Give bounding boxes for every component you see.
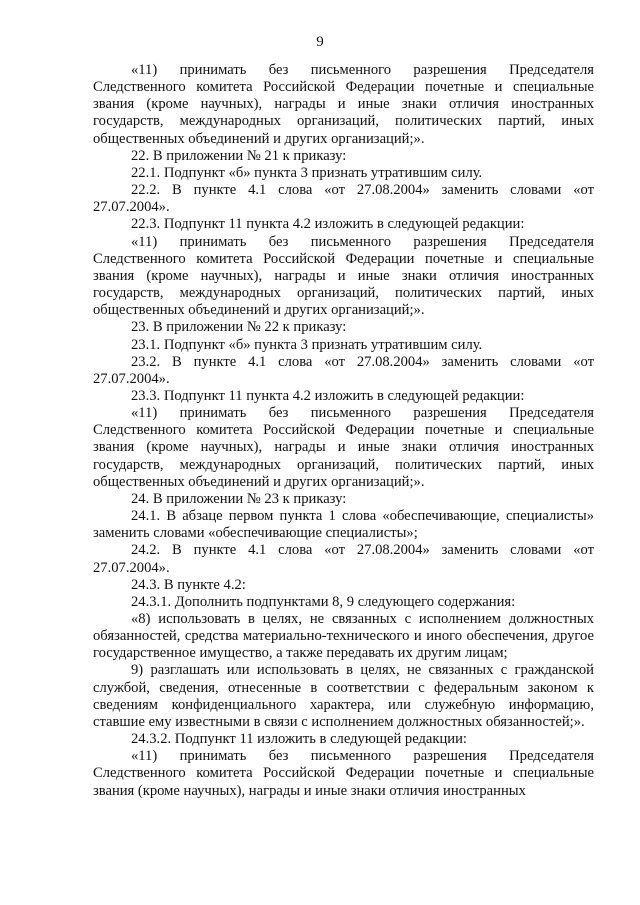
paragraph: «11) принимать без письменного разрешения Председателя Следственного комитета Российской Федерации почетные и специальные звания (кроме научных), награды и иные знаки отличия иностранных (93, 748, 594, 799)
paragraph: 24.2. В пункте 4.1 слова «от 27.08.2004» заменить словами «от 27.07.2004». (93, 542, 594, 576)
paragraph: 24.1. В абзаце первом пункта 1 слова «обеспечивающие, специалисты» заменить словами «обеспечивающие специалисты»; (93, 508, 594, 542)
paragraph: 22. В приложении № 21 к приказу: (131, 147, 347, 164)
paragraph: 24.3.1. Дополнить подпунктами 8, 9 следующего содержания: (131, 593, 516, 610)
paragraph: 23.2. В пункте 4.1 слова «от 27.08.2004» заменить словами «от 27.07.2004». (93, 353, 594, 387)
paragraph: 9) разглашать или использовать в целях, не связанных с гражданской службой, сведения, отнесенные в соответствии с федеральным законом к сведениям конфиденциального характера, или служебную информацию, ставшие ему известными в связи с исполнением должностных обязанностей;». (93, 662, 594, 730)
paragraph: 22.1. Подпункт «б» пункта 3 признать утратившим силу. (131, 164, 483, 181)
paragraph: 23. В приложении № 22 к приказу: (131, 319, 347, 336)
paragraph: «11) принимать без письменного разрешения Председателя Следственного комитета Российской Федерации почетные и специальные звания (кроме научных), награды и иные знаки отличия иностранных государств, международных организаций, политических партий, иных общественных объединений и других организаций;». (93, 233, 594, 319)
page-number: 9 (316, 34, 324, 50)
paragraph: 22.2. В пункте 4.1 слова «от 27.08.2004» заменить словами «от 27.07.2004». (93, 182, 594, 216)
paragraph: «8) использовать в целях, не связанных с исполнением должностных обязанностей, средства материально-технического и иного обеспечения, другое государственное имущество, а также передавать их другим лицам; (93, 611, 594, 662)
paragraph: 23.3. Подпункт 11 пункта 4.2 изложить в следующей редакции: (131, 387, 525, 404)
paragraph: 24. В приложении № 23 к приказу: (131, 490, 347, 507)
paragraph: 22.3. Подпункт 11 пункта 4.2 изложить в следующей редакции: (131, 216, 525, 233)
paragraph: «11) принимать без письменного разрешения Председателя Следственного комитета Российской Федерации почетные и специальные звания (кроме научных), награды и иные знаки отличия иностранных государств, международных организаций, политических партий, иных общественных объединений и других организаций;». (93, 62, 594, 147)
document-body (93, 62, 594, 800)
paragraph: 24.3.2. Подпункт 11 изложить в следующей редакции: (131, 731, 467, 748)
paragraph: 24.3. В пункте 4.2: (131, 576, 246, 593)
paragraph: «11) принимать без письменного разрешения Председателя Следственного комитета Российской Федерации почетные и специальные звания (кроме научных), награды и иные знаки отличия иностранных государств, международных организаций, политических партий, иных общественных объединений и других организаций;». (93, 405, 594, 490)
paragraph: 23.1. Подпункт «б» пункта 3 признать утратившим силу. (131, 336, 483, 353)
